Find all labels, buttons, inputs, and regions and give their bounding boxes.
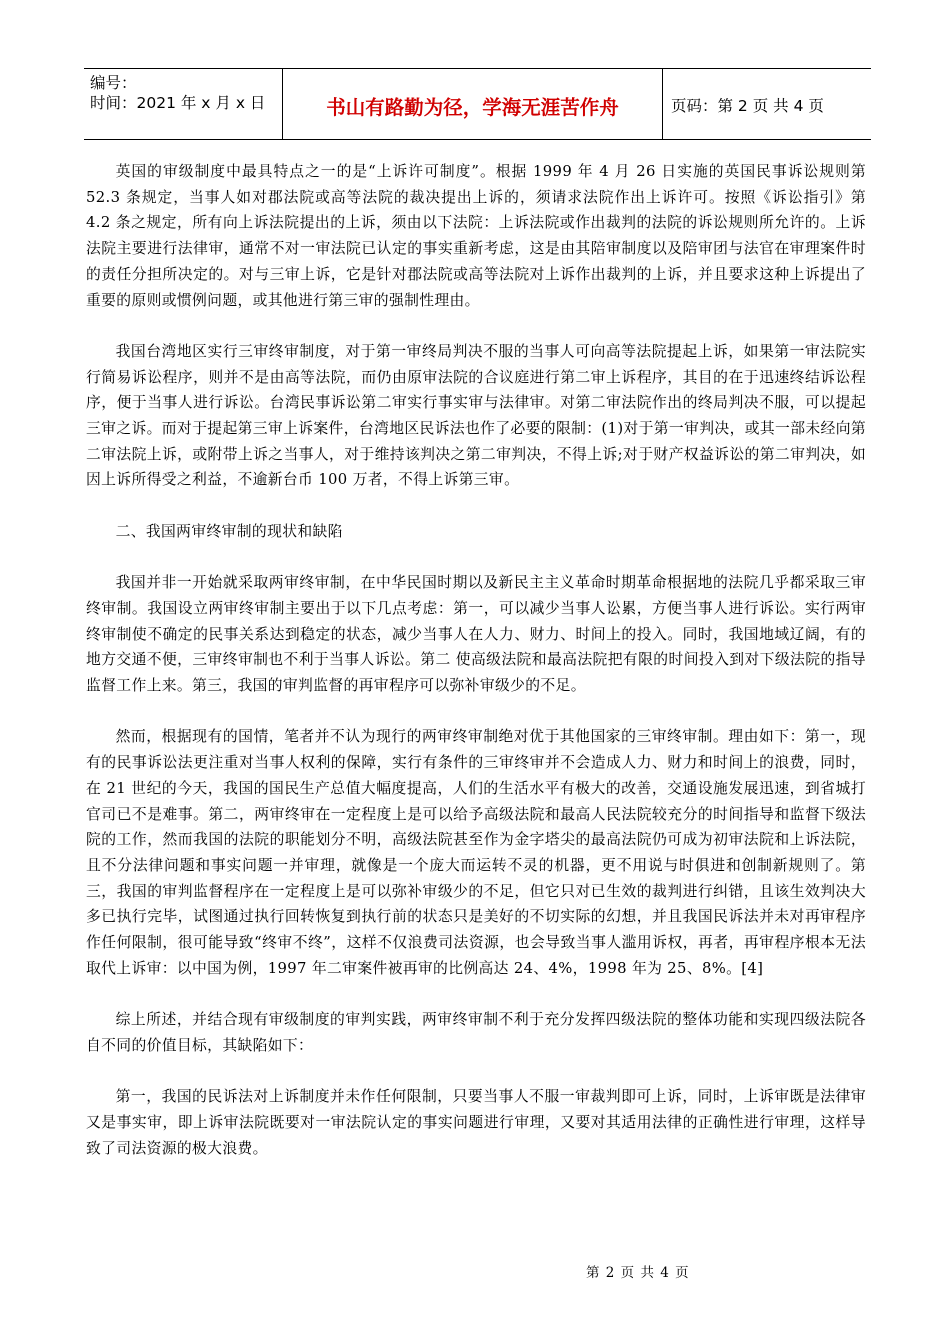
paragraph: 我国台湾地区实行三审终审制度，对于第一审终局判决不服的当事人可向高等法院提起上诉，如果第一审法院实行简易诉讼程序，则并不是由高等法院，而仍由原审法院的合议庭进行第二审上诉程序，其目的在于迅速终结诉讼程序，便于当事人进行诉讼。台湾民事诉讼第二审实行事实审与法律审。对第二审法院作出的终局判决不服，可以提起三审之诉。而对于提起第三审上诉案件，台湾地区民诉法也作了必要的限制：(1)对于第一审判决，或其一部未经向第二审法院上诉，或附带上诉之当事人，对于维持该判决之第二审判决，不得上诉;对于财产权益诉讼的第二审判决，如因上诉所得受之利益，不逾新台币 100 万者，不得上诉第三审。	[86, 342, 866, 489]
header-meta	[84, 69, 283, 139]
paragraph: 英国的审级制度中最具特点之一的是“上诉许可制度”。根据 1999 年 4 月 26 日实施的英国民事诉讼规则第 52.3 条规定，当事人如对郡法院或高等法院的裁决提出上诉的，须请求法院作出上诉许可。按照《诉讼指引》第 4.2 条之规定，所有向上诉法院提出的上诉，须由以下法院：上诉法院或作出裁判的法院的诉讼规则所允许的。上诉法院主要进行法律审，通常不对一审法院已认定的事实重新考虑，这是由其陪审制度以及陪审团与法官在审理案件时的责任分担所决定的。对与三审上诉，它是针对郡法院或高等法院对上诉作出裁判的上诉，并且要求这种上诉提出了重要的原则或惯例问题，或其他进行第三审的强制性理由。	[86, 163, 866, 309]
page-footer: 第 2 页 共 4 页	[586, 1265, 690, 1281]
header-page-number: 页码：第 2 页 共 4 页	[671, 97, 824, 115]
paragraph: 综上所述，并结合现有审级制度的审判实践，两审终审制不利于充分发挥四级法院的整体功能和实现四级法院各自不同的价值目标，其缺陷如下：	[86, 1011, 866, 1054]
document-number-label: 编号：	[90, 74, 137, 92]
document-body	[86, 159, 866, 1161]
page-header	[84, 68, 871, 140]
document-date-label: 时间：2021 年 x 月 x 日	[90, 94, 266, 112]
paragraph: 然而，根据现有的国情，笔者并不认为现行的两审终审制绝对优于其他国家的三审终审制。理由如下：第一，现有的民事诉讼法更注重对当事人权利的保障，实行有条件的三审终审并不会造成人力、财力和时间上的浪费，同时，在 21 世纪的今天，我国的国民生产总值大幅度提高，人们的生活水平有极大的改善，交通设施发展迅速，到省城打官司已不是难事。第二，两审终审在一定程度上是可以给予高级法院和最高人民法院较充分的时间指导和监督下级法院的工作，然而我国的法院的职能划分不明，高级法院甚至作为金字塔尖的最高法院仍可成为初审法院和上诉法院，且不分法律问题和事实问题一并审理，就像是一个庞大而运转不灵的机器，更不用说与时俱进和创制新规则了。第三，我国的审判监督程序在一定程度上是可以弥补审级少的不足，但它只对已生效的裁判进行纠错，且该生效判决大多已执行完毕，试图通过执行回转恢复到执行前的状态只是美好的不切实际的幻想，并且我国民诉法并未对再审程序作任何限制，很可能导致“终审不终”，这样不仅浪费司法资源，也会导致当事人滥用诉权，再者，再审程序根本无法取代上诉审：以中国为例，1997 年二审案件被再审的比例高达 24、4%，1998 年为 25、8%。[4]	[86, 728, 866, 977]
paragraph: 第一，我国的民诉法对上诉制度并未作任何限制，只要当事人不服一审裁判即可上诉，同时，上诉审既是法律审又是事实审，即上诉审法院既要对一审法院认定的事实问题进行审理，又要对其适用法律的正确性进行审理，这样导致了司法资源的极大浪费。	[86, 1088, 866, 1157]
paragraph: 我国并非一开始就采取两审终审制，在中华民国时期以及新民主主义革命时期革命根据地的法院几乎都采取三审终审制。我国设立两审终审制主要出于以下几点考虑：第一，可以减少当事人讼累，方便当事人进行诉讼。实行两审终审制使不确定的民事关系达到稳定的状态，减少当事人在人力、财力、时间上的投入。同时，我国地域辽阔，有的地方交通不便，三审终审制也不利于当事人诉讼。第二 使高级法院和最高法院把有限的时间投入到对下级法院的指导监督工作上来。第三，我国的审判监督的再审程序可以弥补审级少的不足。	[86, 574, 866, 695]
section-heading: 二、我国两审终审制的现状和缺陷	[115, 522, 343, 540]
header-motto: 书山有路勤为径，学海无涯苦作舟	[283, 69, 663, 139]
